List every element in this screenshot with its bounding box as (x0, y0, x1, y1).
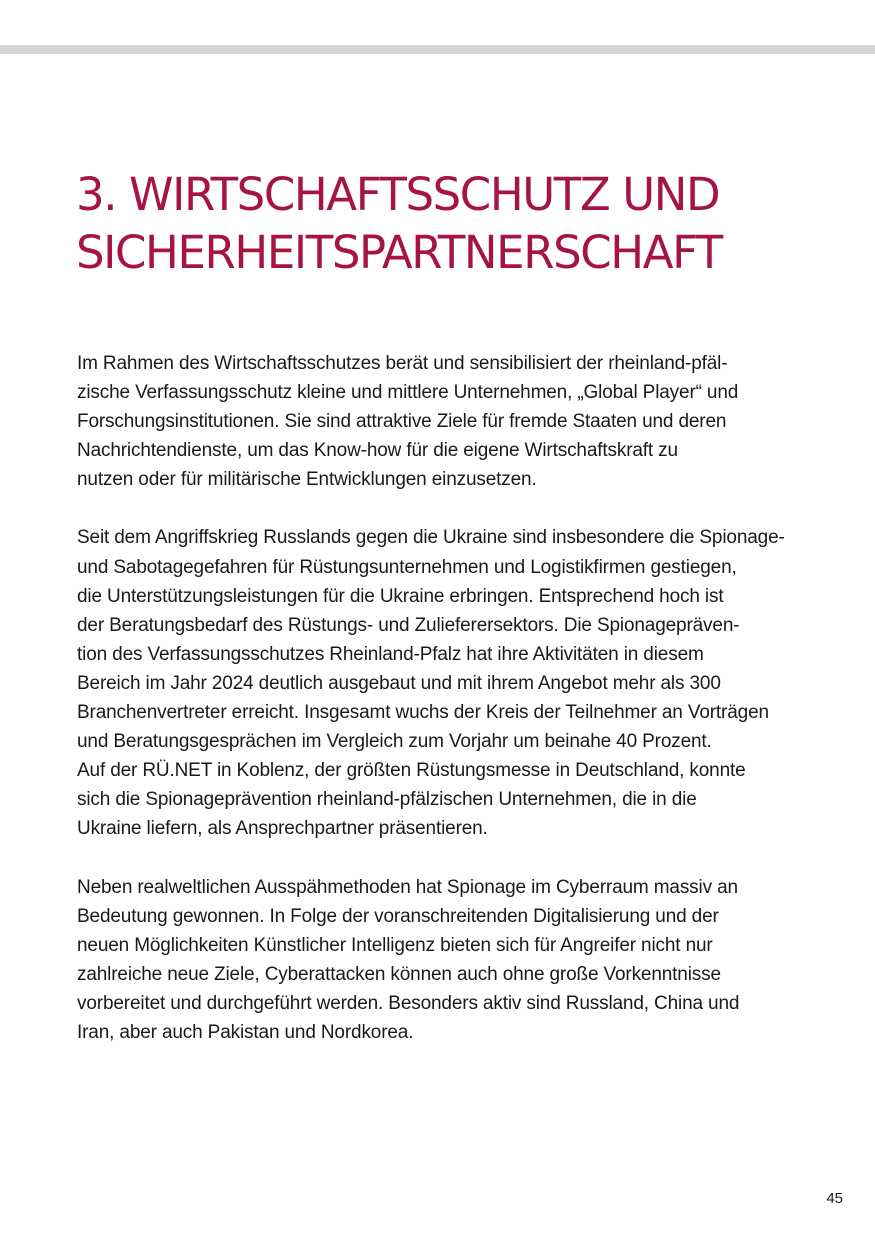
text-line: sich die Spionageprävention rheinland-pfälzischen Unternehmen, die in die (77, 789, 697, 811)
paragraph-ukraine (77, 523, 802, 843)
text-line: zahlreiche neue Ziele, Cyberattacken können auch ohne große Vorkenntnisse (77, 963, 721, 985)
text-line: der Beratungsbedarf des Rüstungs- und Zulieferersektors. Die Spionagepräven- (77, 614, 740, 636)
body-text (77, 349, 802, 1076)
page-title-line: 3. WIRTSCHAFTSSCHUTZ UND (76, 168, 720, 221)
page-title (76, 166, 836, 282)
text-line: tion des Verfassungsschutzes Rheinland-Pfalz hat ihre Aktivitäten in diesem (77, 643, 704, 665)
text-line: Ukraine liefern, als Ansprechpartner präsentieren. (77, 818, 488, 840)
text-line: Iran, aber auch Pakistan und Nordkorea. (77, 1021, 414, 1043)
text-line: Neben realweltlichen Ausspähmethoden hat Spionage im Cyberraum massiv an (77, 876, 738, 898)
text-line: Bereich im Jahr 2024 deutlich ausgebaut und mit ihrem Angebot mehr als 300 (77, 672, 721, 694)
text-line: Forschungsinstitutionen. Sie sind attraktive Ziele für fremde Staaten und deren (77, 411, 727, 433)
text-line: Bedeutung gewonnen. In Folge der voranschreitenden Digitalisierung und der (77, 905, 719, 927)
page-number: 45 (826, 1190, 843, 1207)
text-line: nutzen oder für militärische Entwicklungen einzusetzen. (77, 469, 537, 491)
text-line: neuen Möglichkeiten Künstlicher Intelligenz bieten sich für Angreifer nicht nur (77, 934, 713, 956)
text-line: Seit dem Angriffskrieg Russlands gegen die Ukraine sind insbesondere die Spionage- (77, 527, 785, 549)
paragraph-cyber (77, 873, 802, 1048)
text-line: und Beratungsgesprächen im Vergleich zum Vorjahr um beinahe 40 Prozent. (77, 731, 712, 753)
header-rule (0, 45, 875, 54)
text-line: zische Verfassungsschutz kleine und mittlere Unternehmen, „Global Player“ und (77, 382, 739, 404)
page-title-line: SICHERHEITSPARTNERSCHAFT (76, 226, 722, 279)
text-line: Branchenvertreter erreicht. Insgesamt wuchs der Kreis der Teilnehmer an Vorträgen (77, 702, 769, 724)
text-line: vorbereitet und durchgeführt werden. Besonders aktiv sind Russland, China und (77, 992, 740, 1014)
text-line: Nachrichtendienste, um das Know-how für die eigene Wirtschaftskraft zu (77, 440, 678, 462)
text-line: Im Rahmen des Wirtschaftsschutzes berät und sensibilisiert der rheinland-pfäl- (77, 353, 728, 374)
paragraph-intro (77, 349, 802, 494)
text-line: die Unterstützungsleistungen für die Ukraine erbringen. Entsprechend hoch ist (77, 585, 724, 607)
text-line: Auf der RÜ.NET in Koblenz, der größten Rüstungsmesse in Deutschland, konnte (77, 760, 746, 782)
text-line: und Sabotagegefahren für Rüstungsunternehmen und Logistikfirmen gestiegen, (77, 556, 737, 578)
